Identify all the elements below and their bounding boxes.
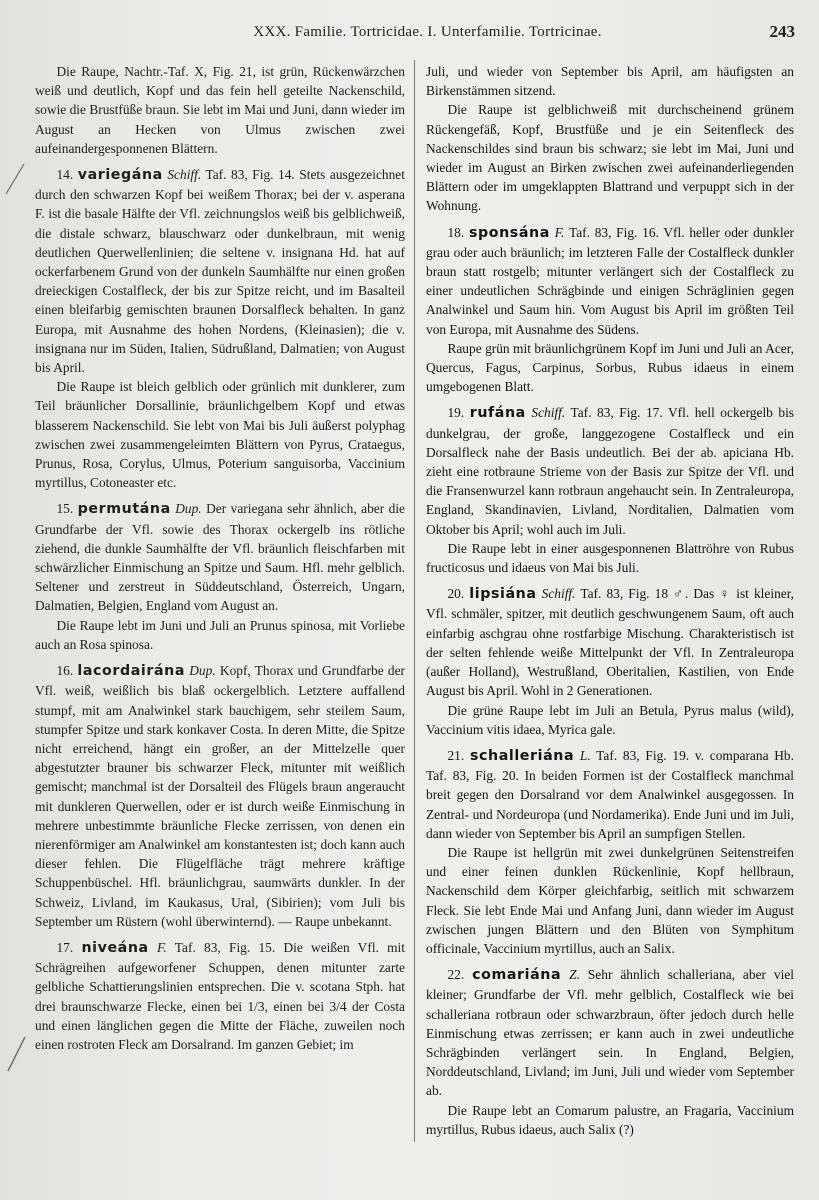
species-entry-14 [35,165,405,377]
raupe-paragraph: Die Raupe lebt an Comarum palustre, an Fragaria, Vaccinium myrtillus, Rubus idaeus, auch Salix (?) [426,1102,794,1137]
species-author: L. [579,747,591,763]
margin-pencil-mark [2,160,28,200]
entry-number: 15. [56,501,74,517]
entry-number: 21. [447,747,465,763]
entry-text: Der variegana sehr ähnlich, aber die Grundfarbe der Vfl. sowie des Thorax ockergelb ins rötliche ziehend, die dunkle Saumhälfte der Vfl. bräunlich fleischfarben mit schwärzlicher Einmischung an Spitze und Saum. Hfl. mehr gelblich. Seltener und zerstreut in Süddeutschland, Österreich, Ungarn, Dalmatien, Belgien, England vom August an. [35,501,405,614]
species-author: F. [156,939,167,955]
species-entry-22 [426,965,794,1100]
entry-number: 17. [56,939,74,955]
species-author: Schiff. [531,405,566,421]
entry-text: Taf. 83, Fig. 17. Vfl. hell ockergelb bis dunkelgrau, der große, langgezogene Costalfleck und ein Dorsalfleck nahe der Basis undeutlich. Bei der ab. apiciana Hb. zieht eine rotbraune Strieme von der Basis zur Spitze der Vfl. und die Fransenwurzel kann rotbraun angehaucht sein. In Zentraleuropa, England, Skandinavien, Livland, Norditalien, Dalmatien vom Oktober bis April; wohl auch im Juli. [426,405,794,537]
entry-text: Taf. 83, Fig. 16. Vfl. heller oder dunkler grau oder auch bräunlich; im letzteren Falle der Costalfleck dunkler braun statt rostgelb; mitunter verlängert sich der Costalfleck zu einer undeutlichen Schrägbinde und einigen Schräglinien gegen Analwinkel und Saum hin. Vom August bis April im größten Teil von Europa, mit Ausnahme des Südens. [426,224,794,337]
species-entry-17 [35,938,405,1054]
raupe-paragraph: Die Raupe lebt im Juni und Juli an Prunus spinosa, mit Vorliebe auch an Rosa spinosa. [35,617,405,652]
column-divider [414,60,415,1142]
raupe-paragraph: Die grüne Raupe lebt im Juli an Betula, Pyrus malus (wild), Vaccinium vitis idaea, Myrica gale. [426,702,794,737]
species-name: lacordairána [77,663,186,680]
species-name: schalleriána [469,747,575,764]
species-entry-15 [35,499,405,615]
header-title: XXX. Familie. Tortricidae. I. Unterfamilie. Tortricinae. [253,24,602,40]
species-name: comariána [472,967,562,984]
raupe-paragraph: Die Raupe ist bleich gelblich oder grünlich mit dunklerer, zum Teil bräunlicher Dorsallinie, bräunlichgelbem Kopf und etwas blasserem Nackenschild. Sie lebt von Mai bis Juli äußerst polyphag zwischen zwei zusammengeleimten Blättern von Pyrus, Crataegus, Prunus, Rosa, Corylus, Ulmus, Poterium sanguisorba, Vaccinium myrtillus, Cotoneaster etc. [35,379,405,491]
raupe-paragraph: Raupe grün mit bräunlichgrünem Kopf im Juni und Juli an Acer, Quercus, Fagus, Carpinus, Sorbus, Rubus idaeus in einem umgebogenen Blatt. [426,340,794,395]
entry-number: 14. [56,167,74,183]
species-entry-16 [35,661,405,931]
species-name: lipsiána [469,586,537,603]
running-header [60,24,795,50]
margin-pencil-mark [3,1035,29,1075]
paragraph: Juli, und wieder von September bis April, am häufigsten an Birkenstämmen sitzend. [426,64,794,99]
species-entry-20 [426,584,794,700]
entry-text: Taf. 83, Fig. 19. v. comparana Hb. Taf. 83, Fig. 20. In beiden Formen ist der Costalfleck manchmal breit gegen den Dorsalrand vor dem Analwinkel ausgegossen. In Zentral- und Nordeuropa (und Nordamerika). Ende Juni und im Juli, dann wieder von September bis April an sumpfigen Stellen. [426,747,794,841]
page-number: 243 [769,22,795,41]
entry-text: Taf. 83, Fig. 15. Die weißen Vfl. mit Schrägreihen aufgeworfener Schuppen, denen mitunter zarte gelbliche Schattierungslinien entsprechen. Die v. scotana Stph. hat drei braunschwarze Flecke, einen bei 1/3, einen bei 3/4 der Costa und einen länglichen gegen die Mitte der Fläche, zuweilen noch einen rostroten Fleck am Dorsalrand. Im ganzen Gebiet; im [35,939,405,1052]
species-entry-21 [426,746,794,843]
species-name: permutána [77,501,171,518]
species-entry-18 [426,223,794,339]
species-author: F. [554,224,565,240]
species-author: Z. [569,967,580,983]
species-entry-19 [426,403,794,538]
species-name: niveána [81,939,149,956]
entry-text: Taf. 83, Fig. 18 ♂. Das ♀ ist kleiner, Vfl. schmäler, spitzer, mit deutlich geschwungenem Saum, oft auch einfarbig aschgrau ohne rostfarbige Mischung. Charakteristisch ist der selten fehlende weiße Mittelpunkt der Vfl. In Zentraleuropa (außer Holland), Westrußland, Oberitalien, Kastilien, von Ende August bis April. Wohl in 2 Generationen. [426,586,794,699]
left-column [35,62,405,1054]
raupe-paragraph: Die Raupe ist gelblichweiß mit durchscheinend grünem Rückengefäß, Kopf, Brustfüße und je ein Seitenfleck des Nackenschildes sind braun bis schwarz; sie lebt im Mai, Juni und wieder im August an Birken zwischen zwei aufeinanderliegenden Blättern oder im umgeklappten Blattrand und verpuppt sich in der Wohnung. [426,102,794,214]
entry-text: Taf. 83, Fig. 14. Stets ausgezeichnet durch den schwarzen Kopf bei weißem Thorax; bei der v. asperana F. ist die basale Hälfte der Vfl. zeichnungslos weiß bis gelblichweiß, die distale schwarz, blauschwarz oder dunkelbraun, mit wenig deutlichen Querwellenlinien; die seltene v. insignana Hd. hat auf ockerfarbenem Grund von der dunkeln Saumhälfte nur einen großen dreieckigen Costalfleck, der bis zur Spitze reicht, und im Basalteil einen bleifarbig gemischten braunen Dorsalfleck behalten. In ganz Europa, mit Ausnahme des hohen Nordens, (Kleinasien); die v. insignana nur im Süden, Italien, Südrußland, Dalmatien; von August bis April. [35,167,405,376]
entry-text: Sehr ähnlich schalleriana, aber viel kleiner; Grundfarbe der Vfl. mehr gelblich, Costalfleck wie bei schalleriana rotbraun oder schwarzbraun, öfter jedoch durch helle Einmischung etwas zerrissen; er kann auch in zwei undeutliche Schrägbinden verlängert sein. In England, Belgien, Norddeutschland, Livland; im Juni, Juli und wieder vom September ab. [426,967,794,1099]
species-author: Dup. [175,501,202,517]
paragraph: Die Raupe, Nachtr.-Taf. X, Fig. 21, ist grün, Rückenwärzchen weiß und deutlich, Kopf und das fein hell geteilte Nackenschild, sowie die Brustfüße braun. Sie lebt im Mai und Juni, dann wieder im August an Hecken von Ulmus zwischen zwei aufeinandergesponnenen Blättern. [35,64,405,156]
species-name: sponsána [468,224,550,241]
species-author: Schiff. [541,586,576,602]
species-name: rufána [469,405,526,422]
species-name: variegána [77,167,163,184]
entry-number: 16. [56,663,74,679]
entry-number: 22. [447,967,465,983]
entry-text: Kopf, Thorax und Grundfarbe der Vfl. weiß, weißlich bis blaß ockergelblich. Letztere auffallend stumpf, mit am Analwinkel stark bauchigem, sehr steilem Saum, stumpfer Spitze und stark konkaver Costa. In deren Mitte, die Spitze nicht erreichend, hängt ein großer, an der Mittelzelle quer abgestutzter brauner bis schwarzer Fleck, mitunter mit weißlich gemischt; manchmal ist der Dorsalteil des Flügels braun angeraucht mit dunkleren Querwellen, oder er ist durch weiße Einmischung in mehrere unbestimmte bräunliche Flecke zerrissen, von denen ein nierenförmiger am Analwinkel am konstantesten ist; doch kann auch dieser fehlen. Die Flügelfläche trägt mehrere kräftige Schuppenbüschel. Hfl. bräunlichgrau, saumwärts dunkler. In der Schweiz, Livland, im Kaukasus, Ural, (Sibirien); vom Juli bis September um Rüstern (wohl überwinternd). — Raupe unbekannt. [35,663,405,929]
right-column [426,62,794,1139]
entry-number: 18. [447,224,465,240]
raupe-paragraph: Die Raupe ist hellgrün mit zwei dunkelgrünen Seitenstreifen und einer feinen dunklen Rückenlinie, Kopf hellbraun, Nackenschild dem Körper gleichfarbig, seitlich mit schwarzem Fleck. Sie lebt Ende Mai und Anfang Juni, dann wieder im August zwischen jungen Blättern und den Blüten von Symphitum officinale, Vaccinium myrtillus, auch an Salix. [426,844,794,956]
species-author: Dup. [189,663,216,679]
raupe-paragraph: Die Raupe lebt in einer ausgesponnenen Blattröhre von Rubus fructicosus und idaeus von Mai bis Juli. [426,540,794,576]
species-author: Schiff. [167,167,202,183]
entry-number: 19. [447,405,465,421]
entry-number: 20. [447,586,465,602]
